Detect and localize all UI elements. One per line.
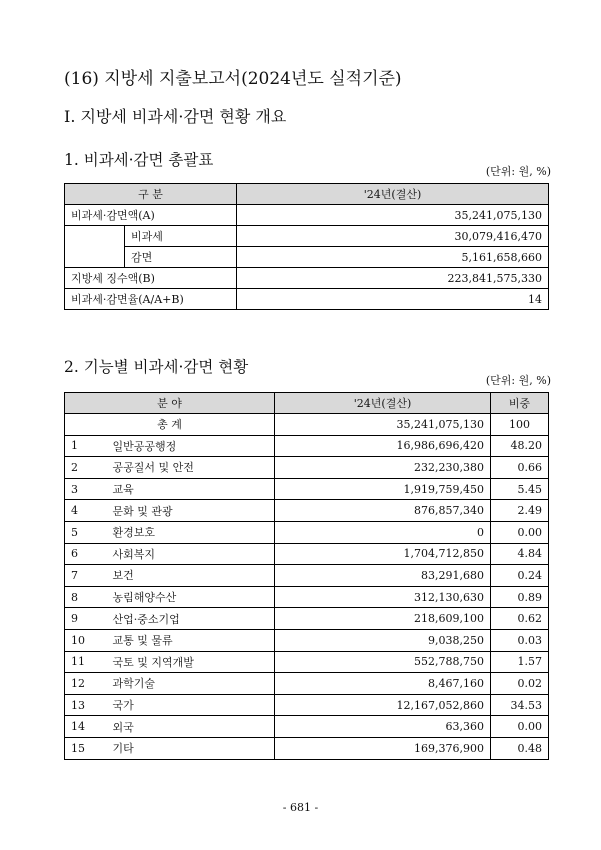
row-name: 공공질서 및 안전 [107,457,275,479]
header-field: 분 야 [65,393,275,414]
table-row [65,521,549,543]
row-ratio: 0.02 [491,673,549,695]
table-row [65,651,549,673]
row-value: 169,376,900 [275,737,491,759]
indent-spacer [65,226,125,268]
row-value: 232,230,380 [275,457,491,479]
row-ratio: 0.03 [491,629,549,651]
row-ratio: 5.45 [491,478,549,500]
row-number: 7 [65,565,107,587]
table-row [65,457,549,479]
section1-heading: 1. 비과세·감면 총괄표 [64,151,214,169]
summary-header-category: 구 분 [65,184,237,205]
header-year: '24년(결산) [275,393,491,414]
row-value: 12,167,052,860 [275,694,491,716]
row-number: 6 [65,543,107,565]
row-label: 감면 [125,247,237,268]
table-row [65,226,549,247]
row-name: 사회복지 [107,543,275,565]
row-number: 12 [65,673,107,695]
row-name: 보건 [107,565,275,587]
row-name: 문화 및 관광 [107,500,275,522]
table-row [65,565,549,587]
row-ratio: 0.48 [491,737,549,759]
row-label: 비과세·감면액(A) [65,205,237,226]
row-ratio: 0.62 [491,608,549,630]
row-ratio: 0.00 [491,521,549,543]
row-value: 14 [237,289,549,310]
section1-unit: (단위: 원, %) [485,165,551,178]
table-row [65,586,549,608]
table-row [65,716,549,738]
section2-heading: 2. 기능별 비과세·감면 현황 [64,358,249,376]
row-name: 기타 [107,737,275,759]
row-number: 9 [65,608,107,630]
row-value: 83,291,680 [275,565,491,587]
row-value: 552,788,750 [275,651,491,673]
row-number: 10 [65,629,107,651]
table-row [65,289,549,310]
table-row [65,478,549,500]
row-value: 35,241,075,130 [237,205,549,226]
row-number: 3 [65,478,107,500]
chapter-heading: Ⅰ. 지방세 비과세·감면 현황 개요 [64,107,287,126]
row-value: 1,704,712,850 [275,543,491,565]
row-name: 교육 [107,478,275,500]
total-ratio: 100 [491,414,549,436]
row-number: 4 [65,500,107,522]
table-row [65,608,549,630]
row-name: 국토 및 지역개발 [107,651,275,673]
table-row [65,629,549,651]
header-ratio: 비중 [491,393,549,414]
row-ratio: 2.49 [491,500,549,522]
table-row [65,737,549,759]
row-number: 2 [65,457,107,479]
row-name: 국가 [107,694,275,716]
page-number: - 681 - [282,801,319,814]
row-ratio: 0.66 [491,457,549,479]
summary-table [64,183,549,310]
row-ratio: 0.00 [491,716,549,738]
total-label: 총 계 [65,414,275,436]
row-number: 11 [65,651,107,673]
table-row [65,435,549,457]
row-value: 30,079,416,470 [237,226,549,247]
row-ratio: 0.24 [491,565,549,587]
row-number: 14 [65,716,107,738]
function-table [64,392,549,760]
row-name: 산업·중소기업 [107,608,275,630]
row-number: 5 [65,521,107,543]
total-value: 35,241,075,130 [275,414,491,436]
page-title: (16) 지방세 지출보고서(2024년도 실적기준) [64,69,402,89]
row-name: 농림해양수산 [107,586,275,608]
row-value: 8,467,160 [275,673,491,695]
row-value: 312,130,630 [275,586,491,608]
row-value: 9,038,250 [275,629,491,651]
row-number: 8 [65,586,107,608]
row-value: 876,857,340 [275,500,491,522]
row-value: 5,161,658,660 [237,247,549,268]
row-name: 교통 및 물류 [107,629,275,651]
table-row [65,247,549,268]
row-name: 일반공공행정 [107,435,275,457]
row-ratio: 0.89 [491,586,549,608]
row-label: 비과세·감면율(A/A+B) [65,289,237,310]
table-row [65,673,549,695]
row-value: 16,986,696,420 [275,435,491,457]
table-row [65,268,549,289]
table-row [65,205,549,226]
table-row [65,500,549,522]
row-number: 13 [65,694,107,716]
total-row [65,414,549,436]
row-number: 15 [65,737,107,759]
row-label: 비과세 [125,226,237,247]
row-ratio: 1.57 [491,651,549,673]
row-value: 223,841,575,330 [237,268,549,289]
summary-header-year: '24년(결산) [237,184,549,205]
row-number: 1 [65,435,107,457]
row-ratio: 4.84 [491,543,549,565]
table-row [65,694,549,716]
table-row [65,543,549,565]
row-ratio: 48.20 [491,435,549,457]
row-name: 외국 [107,716,275,738]
row-name: 환경보호 [107,521,275,543]
row-ratio: 34.53 [491,694,549,716]
row-label: 지방세 징수액(B) [65,268,237,289]
row-value: 0 [275,521,491,543]
section2-unit: (단위: 원, %) [485,374,551,387]
row-value: 63,360 [275,716,491,738]
row-value: 1,919,759,450 [275,478,491,500]
row-name: 과학기술 [107,673,275,695]
row-value: 218,609,100 [275,608,491,630]
